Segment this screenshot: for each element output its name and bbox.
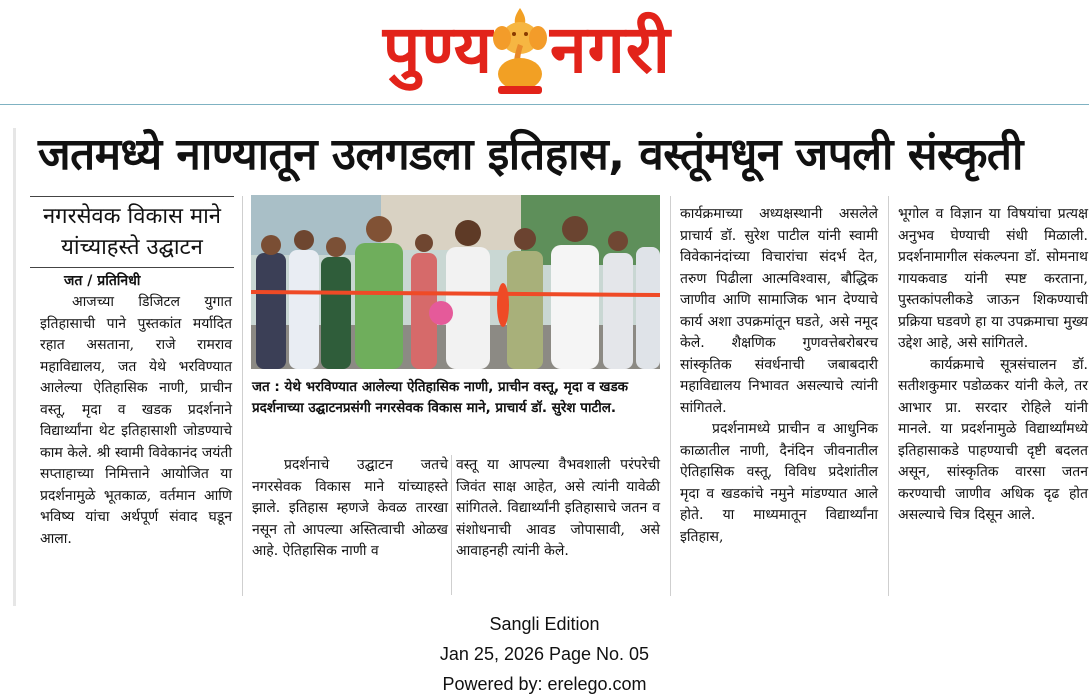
column-divider (242, 196, 243, 596)
article-photo (251, 195, 660, 369)
subhead-line-2: यांच्याहस्ते उद्घाटन (61, 235, 203, 260)
column-4-paragraph-1: कार्यक्रमाच्या अध्यक्षस्थानी असलेले प्राचार्य डॉ. सुरेश पाटील यांनी स्वामी विवेकानंदांच्या विचारांचा संदर्भ देत, तरुण पिढीला आत्मविश्वास, बौद्धिक जाणीव आणि सामाजिक भान देण्याचे कार्य अशा उपक्रमांतून घडते, असे नमूद केले. शैक्षणिक गुणवत्तेबरोबरच सांस्कृतिक संवर्धनाची जबाबदारी महाविद्यालय निभावत असल्याचे त्यांनी सांगितले. (680, 206, 878, 416)
article-byline: जत / प्रतिनिधी (64, 273, 141, 289)
column-divider (670, 196, 671, 596)
article-headline: जतमध्ये नाण्यातून उलगडला इतिहास, वस्तूंमधून जपली संस्कृती (38, 129, 1023, 180)
masthead-name-left: पुण्य (382, 11, 493, 88)
article-subhead (30, 196, 234, 268)
article-column-3 (456, 455, 660, 563)
masthead-divider (0, 104, 1089, 105)
column-3-paragraph: वस्तू या आपल्या वैभवशाली परंपरेची जिवंत साक्ष आहेत, असे त्यांनी यावेळी सांगितले. विद्यार्थ्यांनी इतिहासाचे जतन व संशोधनाची आवड जोपासावी, असे आवाहनही त्यांनी केले. (456, 457, 660, 559)
footer-powered-by: Powered by: erelego.com (442, 674, 647, 694)
inauguration-photo-illustration (251, 195, 660, 369)
article-column-1 (40, 292, 232, 550)
column-1-paragraph: आजच्या डिजिटल युगात इतिहासाची पाने पुस्तकांत मर्यादित रहात असताना, राजे रामराव महाविद्यालय, जत येथे भरविण्यात आलेल्या ऐतिहासिक नाणी, प्राचीन वस्तू, मृदा व खडक प्रदर्शनाने विद्यार्थ्यांना थेट इतिहासाशी जोडण्याचे काम केले. श्री स्वामी विवेकानंद जयंती सप्ताहाच्या निमित्ताने आयोजित या प्रदर्शनामुळे भूतकाळ, वर्तमान आणि भविष्य यांचा अर्थपूर्ण संवाद घडून आला. (40, 294, 232, 547)
ganesh-logo-icon (488, 4, 552, 96)
masthead-name-right: नगरी (550, 11, 671, 88)
article-column-2 (252, 455, 448, 563)
column-divider (451, 455, 452, 595)
column-2-paragraph: प्रदर्शनाचे उद्घाटन जतचे नगरसेवक विकास माने यांच्याहस्ते झाले. इतिहास म्हणजे केवळ तारखा नसून तो आपल्या अस्तित्वाची ओळख आहे. ऐतिहासिक नाणी व (252, 457, 448, 559)
article-column-4 (680, 204, 878, 548)
masthead (0, 0, 1089, 104)
column-divider (888, 196, 889, 596)
subhead-line-1: नगरसेवक विकास माने (42, 204, 222, 229)
photo-caption: जत : येथे भरविण्यात आलेल्या ऐतिहासिक नाणी, प्राचीन वस्तू, मृदा व खडक प्रदर्शनाच्या उद्घाटनप्रसंगी नगरसेवक विकास माने, प्राचार्य डॉ. सुरेश पाटील. (252, 379, 629, 416)
footer-edition: Sangli Edition (489, 614, 600, 634)
article-column-5 (898, 204, 1088, 527)
clipping-edge (13, 128, 16, 606)
column-5-paragraph-2: कार्यक्रमाचे सूत्रसंचालन डॉ. सतीशकुमार पडोळकर यांनी केले, तर आभार प्रा. सरदार रोहिले यांनी मानले. या प्रदर्शनामुळे विद्यार्थ्यांमध्ये इतिहासाकडे पाहण्याची दृष्टी बदलत असून, सांस्कृतिक वारसा जतन करण्याची जाणीव अधिक दृढ होत असल्याचे चित्र दिसून आले. (898, 356, 1088, 523)
footer-date-page: Jan 25, 2026 Page No. 05 (439, 644, 650, 664)
column-4-paragraph-2: प्रदर्शनामध्ये प्राचीन व आधुनिक काळातील नाणी, दैनंदिन जीवनातील ऐतिहासिक वस्तू, विविध प्रदेशांतील मृदा व खडकांचे नमुने मांडण्यात आले होते. या माध्यमातून विद्यार्थ्यांना इतिहास, (680, 421, 878, 545)
column-5-paragraph-1: भूगोल व विज्ञान या विषयांचा प्रत्यक्ष अनुभव घेण्याची संधी मिळाली. प्रदर्शनामागील संकल्पना डॉ. सोमनाथ गायकवाड यांनी स्पष्ट करताना, पुस्तकांपलीकडे जाऊन शिकण्याची प्रक्रिया घडवणे हा या उपक्रमाचा मुख्य उद्देश आहे, असे सांगितले. (898, 206, 1088, 351)
